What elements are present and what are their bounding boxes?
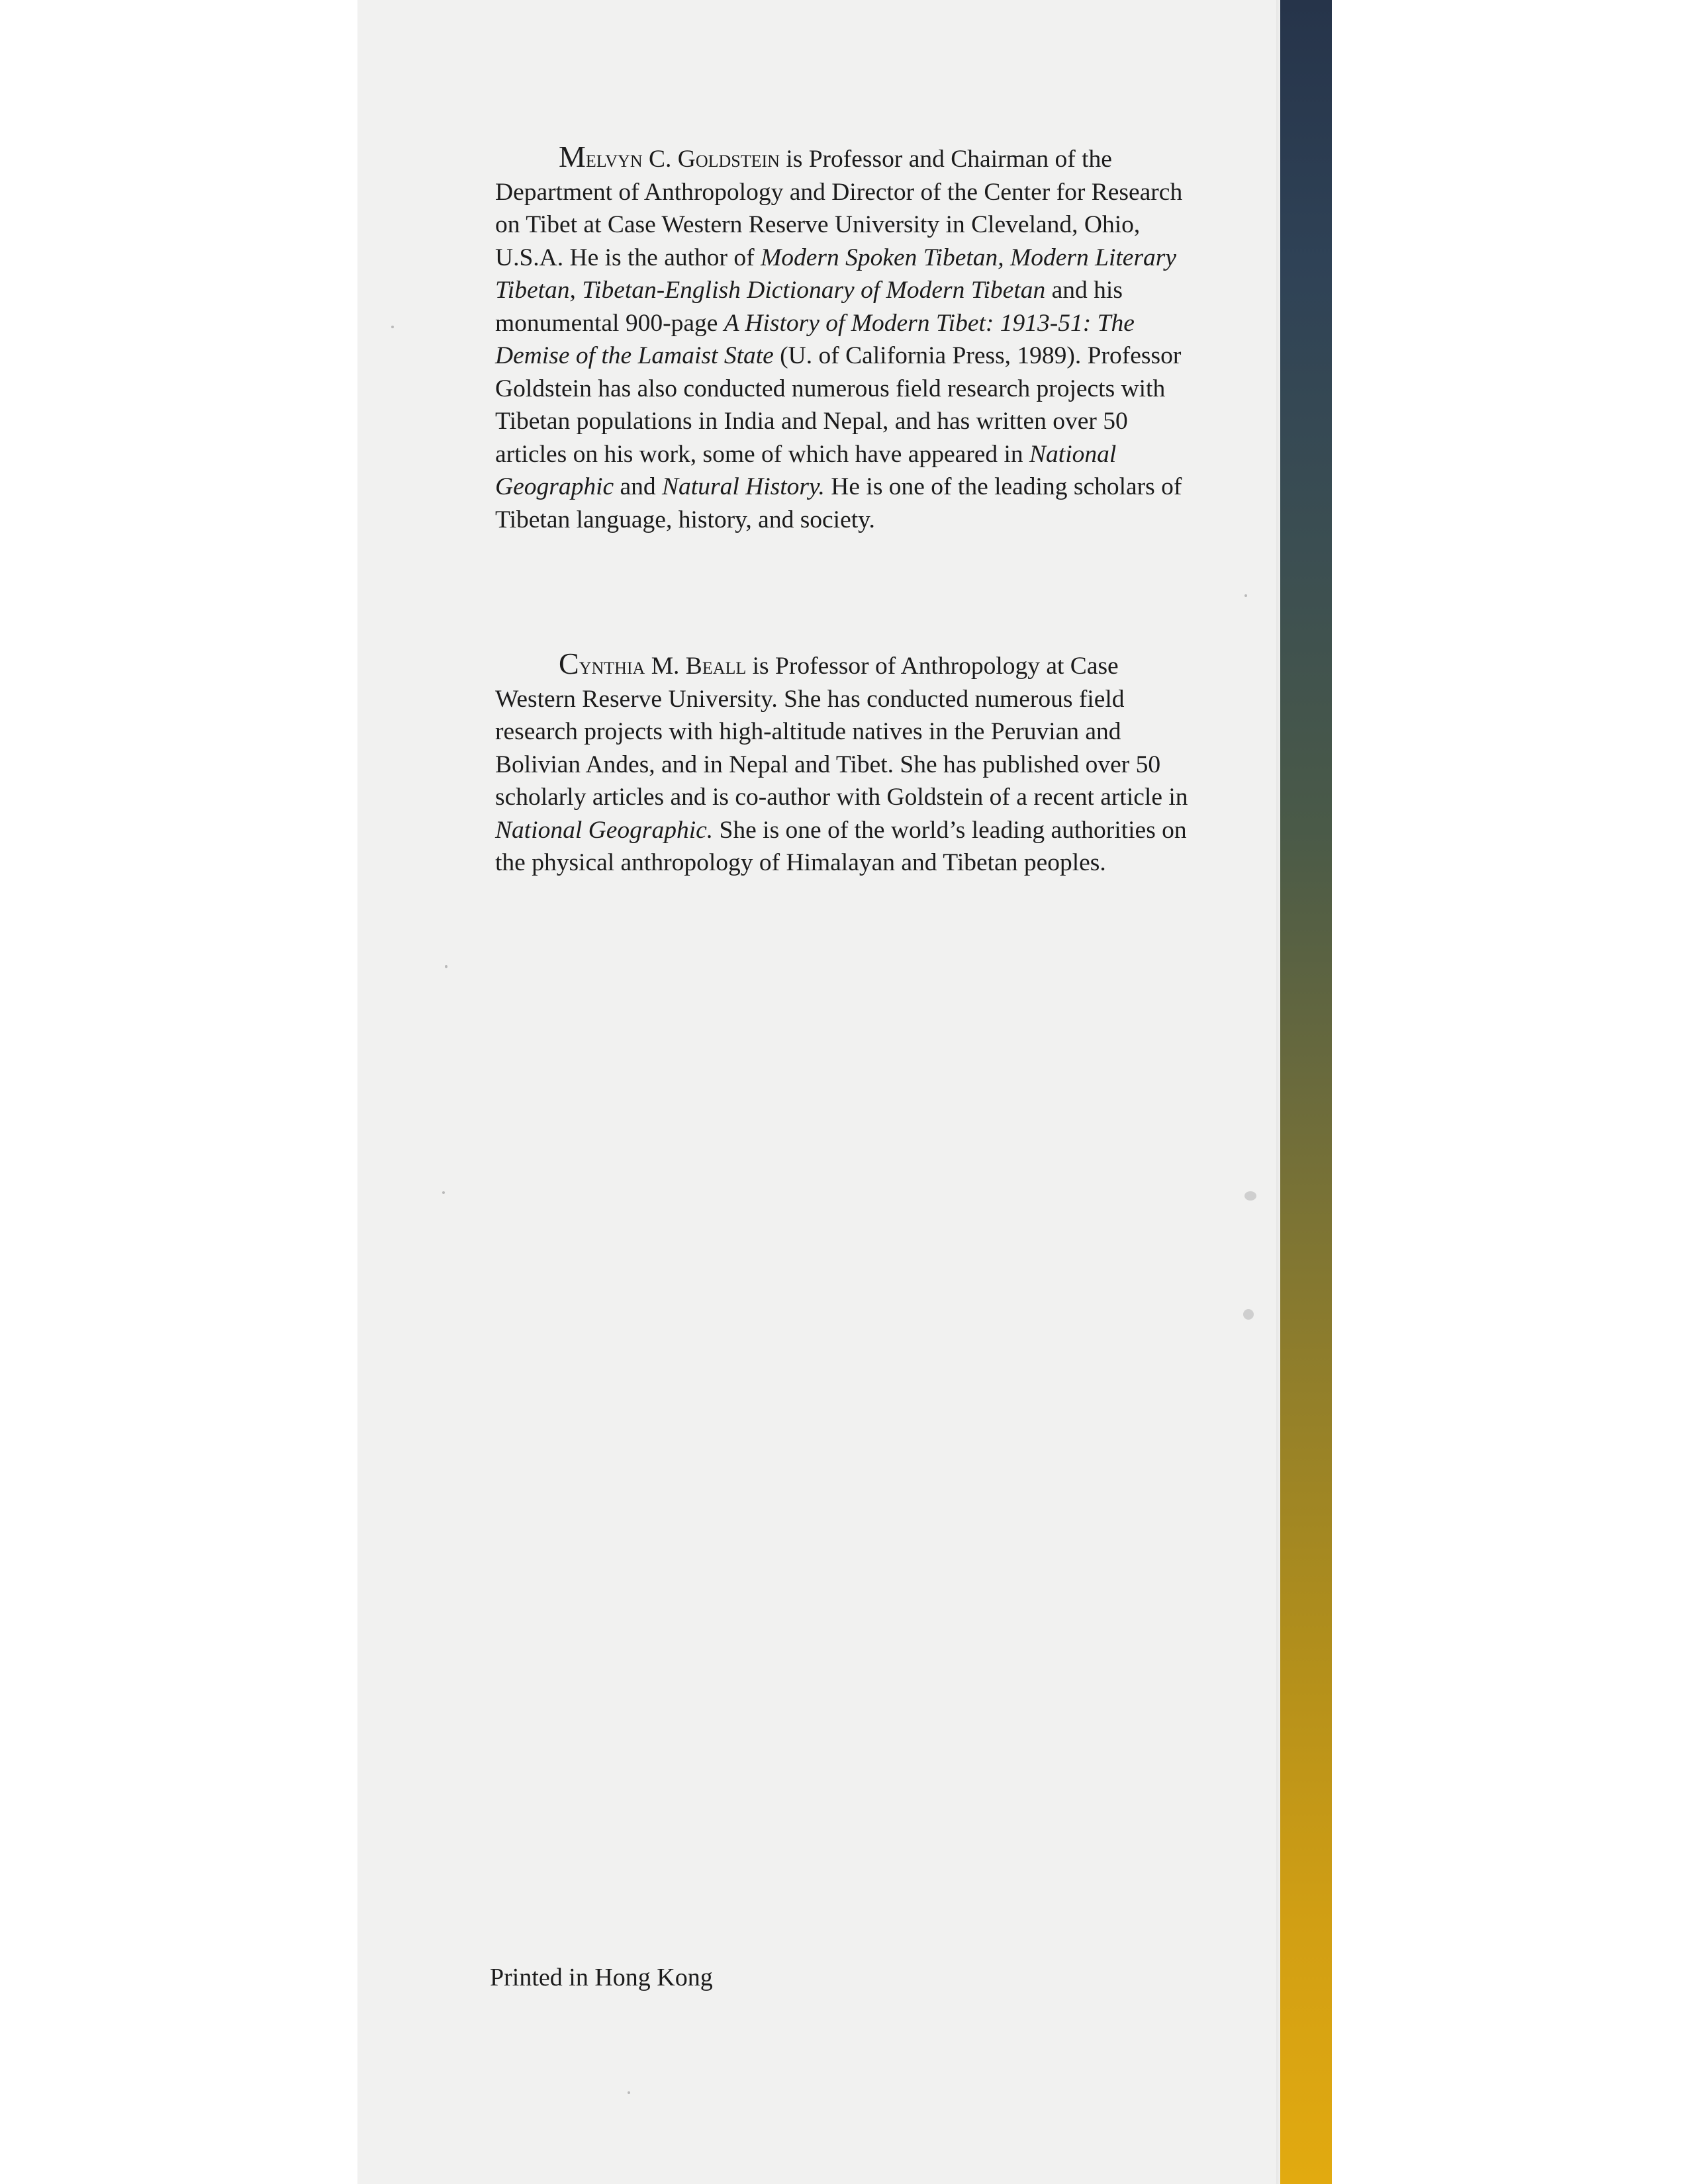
bio-text: She is one of the world’s leading authorities on the physical anthropology of Himalayan and Tibetan peoples. (495, 816, 1187, 876)
book-title-history: A History of Modern Tibet: 1913-51: The Demise of the Lamaist State (495, 309, 1135, 369)
paper-speck (628, 2091, 630, 2094)
author-bio-beall (495, 647, 1197, 880)
author-name-goldstein: Melvyn C. Goldstein (559, 140, 780, 173)
bio-text: (U. of California Press, 1989). Professor Goldstein has also conducted numerous field research projects with Tibetan populations in India and Nepal, and has written over 50 articles on his work, some of which have appeared in (495, 342, 1182, 468)
paper-speck (1244, 594, 1247, 597)
paper-speck (1244, 1191, 1256, 1201)
paper-speck (445, 965, 447, 968)
magazine-title: National Geographic. (495, 816, 714, 844)
printed-in-note: Printed in Hong Kong (490, 1964, 713, 1991)
paper-speck (442, 1191, 445, 1194)
paper-speck (1243, 1309, 1254, 1320)
bio-text: and (614, 473, 663, 500)
paper-speck (391, 326, 394, 328)
magazine-title: National Geographic (495, 440, 1117, 500)
dust-jacket-flap (357, 0, 1332, 2184)
book-titles: Modern Spoken Tibetan, Modern Literary Tibetan, Tibetan-English Dictionary of Modern Tibetan (495, 244, 1177, 304)
bio-text: is Professor of Anthropology at Case Western Reserve University. She has conducted numerous field research projects with high-altitude natives in the Peruvian and Bolivian Andes, and in Nepal and Tibet. She has published over 50 scholarly articles and is co-author with Goldstein of a recent article in (495, 653, 1188, 811)
bio-text: is Professor and Chairman of the Department of Anthropology and Director of the Center for Research on Tibet at Case Western Reserve University in Cleveland, Ohio, U.S.A. He is the author of (495, 146, 1183, 271)
bio-text: and his monumental 900-page (495, 277, 1123, 337)
bio-text: He is one of the leading scholars of Tibetan language, history, and society. (495, 473, 1182, 533)
spine-color-edge (1280, 0, 1332, 2184)
author-bio-goldstein (495, 140, 1197, 536)
author-name-beall: Cynthia M. Beall (559, 647, 747, 680)
magazine-title: Natural History. (662, 473, 825, 500)
